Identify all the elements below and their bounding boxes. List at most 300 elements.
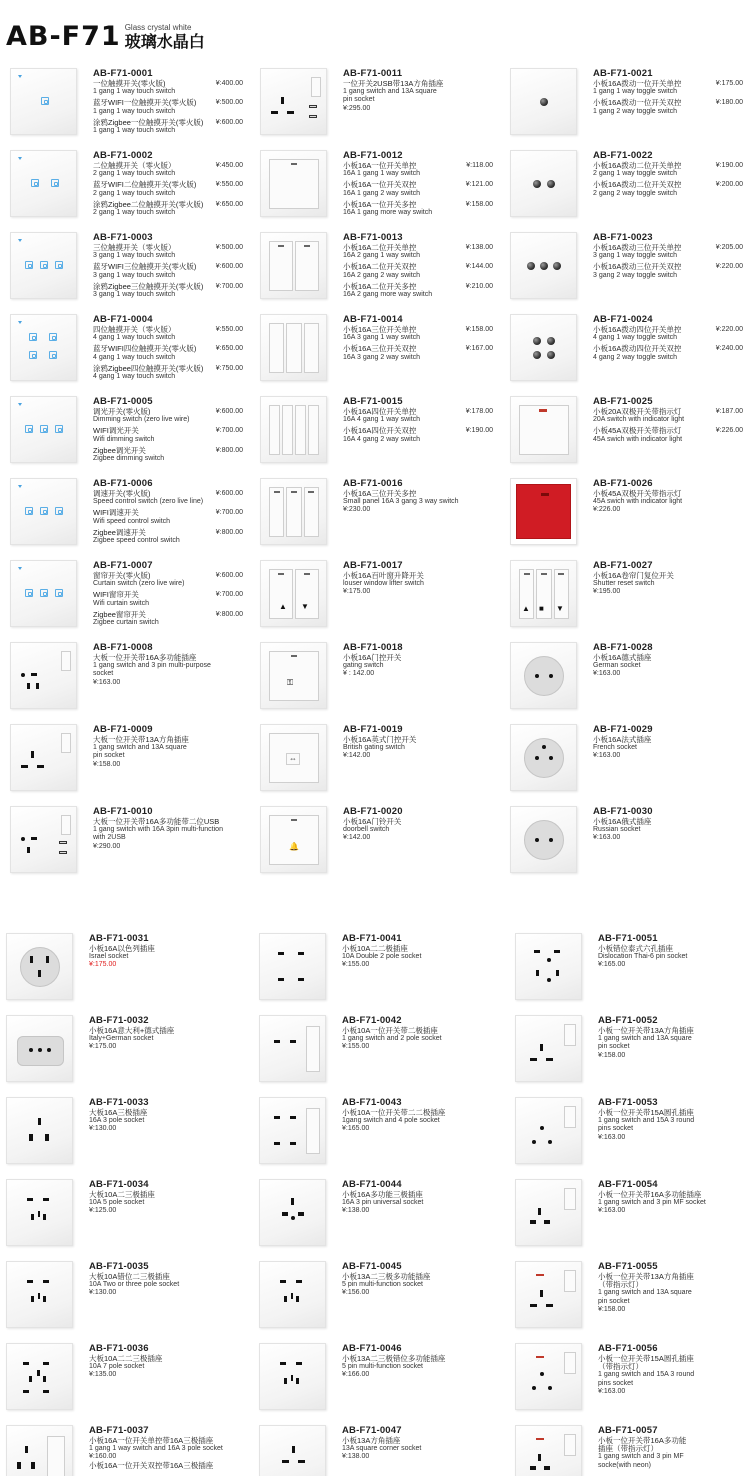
socket-hole [30, 956, 33, 963]
product-card[interactable] [510, 68, 750, 148]
spec-text: Wifi speed control switch [93, 517, 171, 525]
product-card[interactable] [260, 478, 505, 558]
product-card[interactable] [515, 1425, 750, 1476]
led-indicator [304, 573, 310, 575]
spec-line [342, 953, 492, 961]
spec-text: 45A swich with indicator light [593, 435, 683, 443]
13a-square-corner-socket-icon[interactable] [259, 1425, 326, 1476]
rocker-key[interactable] [269, 241, 293, 291]
product-description [342, 1437, 492, 1462]
spec-line [89, 1125, 239, 1133]
socket-hole [291, 1216, 295, 1220]
product-code: AB-F71-0023 [593, 232, 653, 243]
product-card[interactable] [6, 1343, 251, 1423]
spec-text: 1 gang switch and 15A 3 round [598, 1371, 695, 1379]
product-card[interactable] [260, 560, 505, 640]
product-card[interactable] [515, 1261, 750, 1341]
socket-hole [296, 1280, 302, 1283]
toggle-lever[interactable] [533, 337, 541, 345]
spec-text: WIFI窗帘开关 [93, 590, 139, 600]
price: ¥:190.00 [465, 427, 493, 435]
spec-text: ¥:158.00 [93, 760, 121, 768]
product-card[interactable] [10, 560, 255, 640]
socket-hole [43, 1296, 46, 1302]
french-socket-icon[interactable] [510, 724, 577, 791]
spec-line [89, 1445, 239, 1453]
spec-text: ¥ : 142.00 [343, 670, 375, 678]
spec-line [593, 662, 743, 670]
indicator-switch-icon[interactable] [510, 396, 577, 463]
2-3-pole-socket-icon[interactable] [6, 1261, 73, 1328]
product-code: AB-F71-0033 [89, 1097, 149, 1108]
speed-control-switch-icon[interactable] [10, 478, 77, 545]
spec-line [342, 1371, 492, 1379]
spec-text: 1 gang switch with 16A 3pin multi-function [93, 826, 223, 834]
rocker-key[interactable] [295, 241, 319, 291]
product-code: AB-F71-0011 [343, 68, 403, 79]
spec-text: 16A 4 gang 1 way switch [343, 416, 421, 424]
spec-line [93, 244, 243, 252]
rocker-key[interactable] [286, 487, 301, 537]
product-card[interactable] [259, 1097, 504, 1177]
product-code: AB-F71-0009 [93, 724, 153, 735]
rocker-key[interactable] [282, 405, 293, 455]
rocker-2-gang-icon[interactable] [260, 232, 327, 299]
product-card[interactable] [510, 150, 750, 230]
touch-key[interactable] [55, 507, 63, 515]
spec-line [93, 190, 243, 198]
spec-line [598, 1043, 748, 1051]
product-card[interactable] [259, 1343, 504, 1423]
product-card[interactable] [259, 1179, 504, 1259]
spec-line [343, 88, 493, 96]
product-description [343, 818, 493, 843]
5-pole-socket-icon[interactable] [6, 1179, 73, 1246]
doorbell-switch-icon[interactable] [260, 806, 327, 873]
switch-3-pole-socket-icon[interactable] [6, 1425, 73, 1476]
rocker-key[interactable] [304, 487, 319, 537]
spec-text: ¥:160.00 [89, 1453, 117, 1461]
switch-key[interactable] [564, 1434, 576, 1456]
switch-15a-socket-neon-icon[interactable] [515, 1343, 582, 1410]
rocker-key[interactable] [269, 815, 319, 865]
product-card[interactable] [510, 806, 750, 886]
touch-switch-4-gang-icon[interactable] [10, 314, 77, 381]
socket-hole [282, 1212, 288, 1216]
rocker-3-gang-small-icon[interactable] [260, 478, 327, 545]
indicator-dot [18, 403, 23, 407]
spec-line [598, 1134, 748, 1142]
switch-2-pole-socket-icon[interactable] [259, 1015, 326, 1082]
product-code: AB-F71-0046 [342, 1343, 402, 1354]
product-code: AB-F71-0057 [598, 1425, 658, 1436]
touch-key[interactable] [51, 179, 59, 187]
product-code: AB-F71-0006 [93, 478, 153, 489]
product-card[interactable] [10, 150, 255, 230]
spec-line [93, 427, 243, 435]
product-code: AB-F71-0012 [343, 150, 403, 161]
switch-key[interactable] [306, 1026, 320, 1072]
touch-key[interactable] [25, 507, 33, 515]
spec-text: 1 gang 2 way toggle switch [593, 107, 678, 115]
switch-key[interactable] [564, 1024, 576, 1046]
spec-line [93, 537, 243, 545]
spec-text: ¥:165.00 [342, 1125, 370, 1133]
socket-hole [29, 1134, 33, 1141]
spec-line [343, 506, 493, 514]
spec-line [593, 427, 743, 435]
spec-line [598, 1052, 748, 1060]
spec-line [343, 416, 493, 424]
switch-multi-purpose-socket-icon[interactable] [10, 642, 77, 709]
gating-switch-icon[interactable] [260, 642, 327, 709]
2usb-13a-socket-icon[interactable] [260, 68, 327, 135]
product-card[interactable] [259, 1425, 504, 1476]
product-description [598, 945, 748, 970]
german-socket-icon[interactable] [510, 642, 577, 709]
switch-key[interactable] [564, 1188, 576, 1210]
socket-hole [544, 1466, 550, 1470]
spec-line [93, 209, 243, 217]
touch-key[interactable] [55, 589, 63, 597]
universal-socket-icon[interactable] [259, 1179, 326, 1246]
switch-key[interactable] [61, 651, 71, 671]
spec-text: 涂鸦Zigbee一位触摸开关(零火版) [93, 117, 204, 127]
spec-text: 3 gang 1 way touch switch [93, 291, 176, 299]
product-description [93, 572, 243, 627]
red-indicator-switch-icon[interactable] [510, 478, 577, 545]
product-card[interactable] [515, 1179, 750, 1259]
product-card[interactable] [510, 232, 750, 312]
symbol-icon: ■ [539, 604, 544, 613]
spec-line [342, 1437, 492, 1445]
spec-text: 插座（带指示灯） [598, 1444, 658, 1454]
led-indicator [541, 573, 547, 575]
product-card[interactable] [259, 1261, 504, 1341]
spec-text: 1 gang switch and 13A square [598, 1289, 692, 1297]
switch-4-pole-socket-icon[interactable] [259, 1097, 326, 1164]
product-description [598, 1273, 748, 1314]
price: ¥:190.00 [715, 162, 743, 169]
louver-switch-icon[interactable] [260, 560, 327, 627]
product-card[interactable] [6, 1179, 251, 1259]
product-card[interactable] [515, 933, 750, 1013]
rocker-3-gang-icon[interactable] [260, 314, 327, 381]
socket-hole [274, 1142, 280, 1145]
spec-line [93, 99, 243, 107]
spec-line [593, 408, 743, 416]
spec-line [343, 105, 493, 113]
product-card[interactable] [10, 314, 255, 394]
switch-13a-square-socket-icon[interactable] [515, 1015, 582, 1082]
israel-socket-icon[interactable] [6, 933, 73, 1000]
usb-port [309, 105, 317, 108]
usb-port [309, 115, 317, 118]
product-card[interactable] [6, 933, 251, 1013]
socket-hole [298, 1212, 304, 1216]
neon-indicator [536, 1438, 544, 1440]
rocker-1-gang-icon[interactable] [260, 150, 327, 217]
spec-line [93, 654, 243, 662]
socket-hole [540, 1372, 544, 1376]
rocker-key[interactable] [519, 405, 569, 455]
socket-hole [547, 958, 551, 962]
spec-text: 2 gang 2 way toggle switch [593, 189, 678, 197]
spec-line [593, 326, 743, 334]
price: ¥:800.00 [215, 610, 243, 618]
switch-key[interactable] [564, 1352, 576, 1374]
toggle-1-gang-icon[interactable] [510, 68, 577, 135]
product-description [342, 1191, 492, 1216]
rocker-key[interactable] [269, 651, 319, 701]
spec-text: 1 gang switch and 2 pole socket [342, 1035, 442, 1043]
touch-switch-3-gang-icon[interactable] [10, 232, 77, 299]
product-code: AB-F71-0015 [343, 396, 403, 407]
spec-line [593, 752, 743, 760]
spec-line [93, 436, 243, 444]
spec-line [342, 1445, 492, 1453]
toggle-2-gang-icon[interactable] [510, 150, 577, 217]
product-card[interactable] [259, 933, 504, 1013]
curtain-switch-icon[interactable] [10, 560, 77, 627]
spec-line [89, 1191, 239, 1199]
italy-german-socket-icon[interactable] [6, 1015, 73, 1082]
touch-key[interactable] [40, 425, 48, 433]
touch-key[interactable] [49, 333, 57, 341]
spec-text: 小板16A多功能三极插座 [342, 1190, 423, 1199]
product-card[interactable] [510, 642, 750, 722]
spec-text: socket [93, 670, 114, 678]
series-chinese-name: 玻璃水晶白 [124, 34, 205, 51]
spec-text: 2 gang 1 way touch switch [93, 170, 176, 178]
product-card[interactable] [6, 1015, 251, 1095]
product-code: AB-F71-0029 [593, 724, 653, 735]
led-indicator [274, 491, 280, 493]
touch-key[interactable] [41, 97, 49, 105]
touch-key[interactable] [25, 261, 33, 269]
price: ¥:700.00 [215, 509, 243, 517]
spec-line [89, 1109, 239, 1117]
toggle-3-gang-icon[interactable] [510, 232, 577, 299]
rocker-key[interactable] [308, 405, 319, 455]
touch-key[interactable] [40, 589, 48, 597]
touch-switch-2-gang-icon[interactable] [10, 150, 77, 217]
touch-key[interactable] [29, 333, 37, 341]
touch-key[interactable] [40, 261, 48, 269]
toggle-lever[interactable] [547, 180, 555, 188]
spec-text: Russian socket [593, 826, 641, 834]
toggle-lever[interactable] [547, 337, 555, 345]
spec-text: 小板16A门控开关 [343, 653, 402, 662]
product-card[interactable] [10, 806, 255, 886]
spec-text: 小板16A拨动四位开关双控 [593, 344, 682, 354]
spec-line [343, 244, 493, 252]
spec-text: ¥:163.00 [598, 1207, 626, 1215]
shutter-reset-switch-icon[interactable] [510, 560, 577, 627]
spec-text: 小板16A一位开关多控 [343, 199, 417, 209]
toggle-4-gang-icon[interactable] [510, 314, 577, 381]
switch-mf-socket-icon[interactable] [515, 1179, 582, 1246]
toggle-lever[interactable] [540, 262, 548, 270]
product-card[interactable] [510, 478, 750, 558]
rocker-key[interactable] [269, 159, 319, 209]
product-description [89, 1191, 239, 1216]
spec-text: 小板16A门铃开关 [343, 817, 402, 826]
spec-line [342, 1281, 492, 1289]
product-card[interactable] [510, 314, 750, 394]
spec-text: 小板16A二位开关双控 [343, 262, 417, 272]
switch-15a-round-socket-icon[interactable] [515, 1097, 582, 1164]
spec-text: 大板10A二三极插座 [89, 1190, 155, 1199]
spec-text: Israel socket [89, 953, 129, 961]
touch-key[interactable] [29, 351, 37, 359]
product-card[interactable] [515, 1097, 750, 1177]
touch-switch-1-gang-icon[interactable] [10, 68, 77, 135]
spec-text: Wifi dimming switch [93, 435, 155, 443]
toggle-lever[interactable] [547, 351, 555, 359]
product-description [598, 1191, 748, 1216]
spec-line [93, 365, 243, 373]
product-card[interactable] [510, 396, 750, 476]
rocker-key[interactable] [304, 323, 319, 373]
red-switch-key[interactable] [516, 484, 571, 539]
spec-text: 蓝牙WIFI四位触摸开关(零火版) [93, 344, 197, 354]
2-pole-socket-icon[interactable] [259, 933, 326, 1000]
spec-line [93, 679, 243, 687]
product-code: AB-F71-0001 [93, 68, 153, 79]
switch-key[interactable] [47, 1436, 65, 1476]
toggle-lever[interactable] [533, 351, 541, 359]
rocker-key[interactable] [295, 569, 319, 619]
product-card[interactable] [515, 1015, 750, 1095]
product-card[interactable] [6, 1425, 251, 1476]
product-description [593, 162, 743, 198]
3-pole-socket-icon[interactable] [6, 1097, 73, 1164]
product-card[interactable] [260, 314, 505, 394]
spec-line [89, 1035, 239, 1043]
switch-key[interactable] [564, 1106, 576, 1128]
switch-mf-socket-neon-icon[interactable] [515, 1425, 582, 1476]
rocker-key[interactable] [269, 569, 293, 619]
spec-line [593, 170, 743, 178]
product-card[interactable] [260, 68, 505, 148]
product-card[interactable] [6, 1097, 251, 1177]
touch-key[interactable] [25, 589, 33, 597]
product-description [89, 1273, 239, 1298]
touch-key[interactable] [40, 507, 48, 515]
indicator-dot [18, 485, 23, 489]
product-code: AB-F71-0013 [343, 232, 403, 243]
spec-text: 10A 7 pole socket [89, 1363, 145, 1371]
touch-key[interactable] [49, 351, 57, 359]
spec-line [89, 1363, 239, 1371]
product-card[interactable] [10, 478, 255, 558]
socket-hole [290, 1040, 296, 1043]
product-card[interactable] [260, 232, 505, 312]
socket-hole [292, 1446, 295, 1453]
product-card[interactable] [6, 1261, 251, 1341]
british-gating-switch-icon[interactable] [260, 724, 327, 791]
product-card[interactable] [10, 232, 255, 312]
rocker-key[interactable] [269, 405, 280, 455]
switch-13a-socket-icon[interactable] [10, 724, 77, 791]
product-card[interactable] [510, 724, 750, 804]
product-code: AB-F71-0044 [342, 1179, 402, 1190]
toggle-lever[interactable] [553, 262, 561, 270]
touch-key[interactable] [55, 425, 63, 433]
spec-text: 5 pin multi-function socket [342, 1281, 423, 1289]
5-pin-offset-socket-icon[interactable] [259, 1343, 326, 1410]
rocker-key[interactable] [295, 405, 306, 455]
rocker-key[interactable] [269, 323, 284, 373]
spec-text: 1 gang switch and 3 pin MF socket [598, 1199, 706, 1207]
price: ¥:167.00 [465, 345, 493, 353]
russian-socket-icon[interactable] [510, 806, 577, 873]
touch-key[interactable] [25, 425, 33, 433]
product-card[interactable] [10, 724, 255, 804]
rocker-key[interactable] [286, 323, 301, 373]
product-card[interactable] [10, 642, 255, 722]
switch-13a-socket-neon-icon[interactable] [515, 1261, 582, 1328]
spec-text: pins socket [598, 1125, 634, 1133]
toggle-lever[interactable] [527, 262, 535, 270]
product-card[interactable] [260, 642, 505, 722]
toggle-lever[interactable] [533, 180, 541, 188]
5-pin-multi-socket-icon[interactable] [259, 1261, 326, 1328]
product-card[interactable] [510, 560, 750, 640]
switch-key[interactable] [61, 733, 71, 753]
switch-key[interactable] [311, 77, 321, 97]
spec-line [93, 518, 243, 526]
spec-text: WIFI调速开关 [93, 508, 139, 518]
switch-key[interactable] [306, 1108, 320, 1154]
product-code: AB-F71-0016 [343, 478, 403, 489]
product-card[interactable] [260, 396, 505, 476]
spec-text: 小板16A拨动一位开关双控 [593, 98, 682, 108]
product-code: AB-F71-0022 [593, 150, 653, 161]
toggle-lever[interactable] [540, 98, 548, 106]
rocker-4-gang-icon[interactable] [260, 396, 327, 463]
product-card[interactable] [515, 1343, 750, 1423]
spec-line [593, 744, 743, 752]
socket-hole [542, 745, 546, 749]
price: ¥:187.00 [715, 408, 743, 415]
spec-line [89, 1273, 239, 1281]
product-card[interactable] [259, 1015, 504, 1095]
switch-key[interactable] [61, 815, 71, 835]
spec-line [343, 744, 493, 752]
touch-key[interactable] [31, 179, 39, 187]
price: ¥:550.00 [215, 181, 243, 189]
switch-key[interactable] [564, 1270, 576, 1292]
rocker-key[interactable] [269, 487, 284, 537]
spec-text: with 2USB [93, 834, 126, 842]
touch-key[interactable] [55, 261, 63, 269]
spec-text: Speed control switch (zero live line) [93, 498, 204, 506]
spec-text: 4 gang 1 way touch switch [93, 373, 176, 381]
product-card[interactable] [260, 150, 505, 230]
product-card[interactable] [260, 806, 505, 886]
switch-socket-2usb-icon[interactable] [10, 806, 77, 873]
dimmer-switch-icon[interactable] [10, 396, 77, 463]
product-card[interactable] [10, 68, 255, 148]
product-card[interactable] [10, 396, 255, 476]
product-card[interactable] [260, 724, 505, 804]
spec-line [89, 945, 239, 953]
thai-6-pin-socket-icon[interactable] [515, 933, 582, 1000]
7-pole-socket-icon[interactable] [6, 1343, 73, 1410]
socket-hole [29, 1376, 32, 1382]
